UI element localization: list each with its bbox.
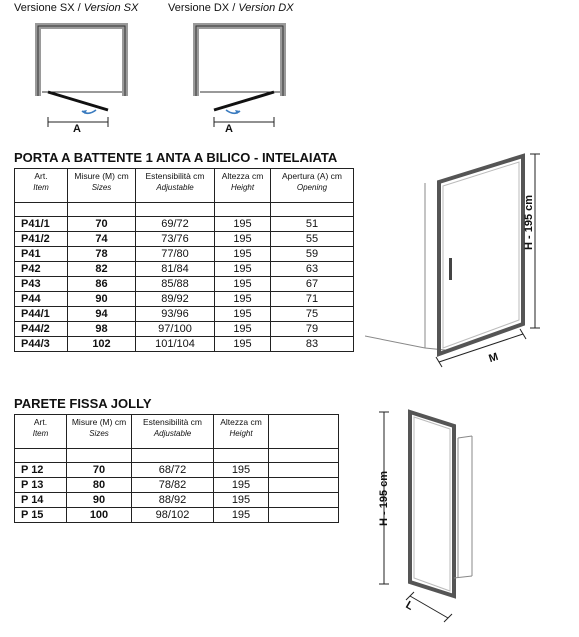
- door-frame-inner: [443, 162, 519, 348]
- sx-dimension-label: A: [73, 123, 81, 135]
- table-cell: 90: [67, 493, 132, 508]
- panel-frame-outer: [410, 412, 454, 596]
- table-cell: 195: [214, 508, 269, 523]
- s1-width-label: M: [487, 350, 500, 366]
- item-code-cell: P 14: [15, 493, 67, 508]
- s2-height-label: H - 195 cm: [378, 470, 390, 526]
- table-cell: 93/96: [136, 307, 215, 322]
- table-cell: 85/88: [136, 277, 215, 292]
- version-dx-diagram: [188, 18, 298, 138]
- floor-line-2: [425, 348, 445, 350]
- table-cell: 90: [68, 292, 136, 307]
- table-cell: 68/72: [132, 463, 214, 478]
- s1-header-opening: [271, 169, 354, 203]
- empty-cell: [269, 508, 339, 523]
- table-cell: 98: [68, 322, 136, 337]
- item-code-cell: P44/3: [15, 337, 68, 352]
- section1-table: [14, 168, 354, 352]
- table-cell: 102: [68, 337, 136, 352]
- item-code-cell: P44/2: [15, 322, 68, 337]
- table-cell: 77/80: [136, 247, 215, 262]
- table-row: [15, 337, 354, 352]
- dx-door-leaf: [214, 92, 274, 110]
- item-code-cell: P 13: [15, 478, 67, 493]
- empty-cell: [269, 493, 339, 508]
- sx-wall-inner: [38, 26, 125, 96]
- version-sx-en: Version SX: [83, 2, 139, 14]
- s2-h2-it: Estensibilità cm: [142, 417, 203, 427]
- item-code-cell: P41/1: [15, 217, 68, 232]
- version-dx-label: [168, 2, 294, 14]
- table-cell: 88/92: [132, 493, 214, 508]
- s2-h2-en: Adjustable: [153, 429, 192, 438]
- s2-header-blank: [269, 415, 339, 449]
- table-cell: 71: [271, 292, 354, 307]
- s1-header-adjustable: [136, 169, 215, 203]
- table-cell: 51: [271, 217, 354, 232]
- panel-frame-inner: [414, 417, 450, 591]
- table-row: [15, 292, 354, 307]
- version-sx-diagram: [30, 18, 140, 138]
- s1-h3-it: Altezza cm: [221, 171, 264, 181]
- s1-h0-it: Art.: [34, 171, 48, 181]
- table-cell: 70: [68, 217, 136, 232]
- item-code-cell: P 15: [15, 508, 67, 523]
- table-cell: 78/82: [132, 478, 214, 493]
- table-cell: 83: [271, 337, 354, 352]
- table-cell: 195: [214, 493, 269, 508]
- section1-title: PORTA A BATTENTE 1 ANTA A BILICO - INTELAIATA: [14, 150, 338, 165]
- s2-h0-it: Art.: [33, 417, 48, 427]
- s1-h0-en: Item: [33, 183, 49, 192]
- section2-table: [14, 414, 339, 523]
- table-row: [15, 217, 354, 232]
- s2-header-adjustable: [132, 415, 214, 449]
- panel-depth-dim-line: [410, 596, 448, 618]
- table-row: [15, 493, 339, 508]
- table-cell: 101/104: [136, 337, 215, 352]
- item-code-cell: P42: [15, 262, 68, 277]
- door-handle-icon: [449, 258, 452, 280]
- item-code-cell: P41: [15, 247, 68, 262]
- table-spacer-row: [15, 203, 354, 217]
- item-code-cell: P43: [15, 277, 68, 292]
- table-row: [15, 262, 354, 277]
- s1-h2-en: Adjustable: [156, 183, 194, 192]
- table-spacer-row: [15, 449, 339, 463]
- dx-dimension-label: A: [225, 123, 233, 135]
- table-cell: 94: [68, 307, 136, 322]
- s1-header-sizes: [68, 169, 136, 203]
- table-cell: 79: [271, 322, 354, 337]
- dx-wall-inner: [196, 26, 283, 96]
- table-cell: 78: [68, 247, 136, 262]
- empty-cell: [269, 463, 339, 478]
- table-row: [15, 247, 354, 262]
- table-row: [15, 463, 339, 478]
- s1-h1-it: Misure (M) cm: [74, 171, 129, 181]
- table-cell: 86: [68, 277, 136, 292]
- table-cell: 195: [215, 232, 271, 247]
- s1-h4-it: Apertura (A) cm: [282, 171, 342, 181]
- table-cell: 97/100: [136, 322, 215, 337]
- table-row: [15, 508, 339, 523]
- table-cell: 100: [67, 508, 132, 523]
- version-sx-label: [14, 2, 138, 14]
- s2-header-sizes: [67, 415, 132, 449]
- door-frame-outer: [439, 156, 523, 354]
- s2-h3-en: Height: [229, 429, 253, 438]
- table-cell: 80: [67, 478, 132, 493]
- empty-cell: [269, 478, 339, 493]
- table-cell: 70: [67, 463, 132, 478]
- item-code-cell: P44: [15, 292, 68, 307]
- sx-wall-frame: [38, 26, 125, 96]
- version-dx-en: Version DX: [238, 2, 294, 14]
- table-cell: 195: [215, 307, 271, 322]
- table-cell: 195: [214, 478, 269, 493]
- table-cell: 75: [271, 307, 354, 322]
- s1-h4-en: Opening: [296, 183, 328, 192]
- version-dx-it: Versione DX: [168, 2, 230, 14]
- table-cell: 74: [68, 232, 136, 247]
- item-code-cell: P 12: [15, 463, 67, 478]
- version-sx-it: Versione SX: [14, 2, 75, 14]
- table-cell: 89/92: [136, 292, 215, 307]
- s1-h1-en: Sizes: [91, 183, 112, 192]
- table-cell: 98/102: [132, 508, 214, 523]
- s2-header-height: [214, 415, 269, 449]
- table-cell: 55: [271, 232, 354, 247]
- s2-width-label: L: [403, 599, 416, 613]
- section2-title: PARETE FISSA JOLLY: [14, 396, 152, 411]
- item-code-cell: P41/2: [15, 232, 68, 247]
- table-cell: 67: [271, 277, 354, 292]
- table-row: [15, 232, 354, 247]
- s2-h3-it: Altezza cm: [220, 417, 262, 427]
- item-code-cell: P44/1: [15, 307, 68, 322]
- table-cell: 195: [214, 463, 269, 478]
- s2-h1-en: Sizes: [89, 429, 109, 438]
- table-cell: 81/84: [136, 262, 215, 277]
- table-cell: 195: [215, 322, 271, 337]
- table-cell: 69/72: [136, 217, 215, 232]
- pivot-door-drawing: [365, 148, 565, 373]
- s1-h3-en: Height: [230, 183, 255, 192]
- dx-wall-frame: [196, 26, 283, 96]
- table-cell: 73/76: [136, 232, 215, 247]
- table-cell: 195: [215, 292, 271, 307]
- version-dx-sep: /: [229, 2, 239, 14]
- table-cell: 195: [215, 247, 271, 262]
- table-cell: 195: [215, 262, 271, 277]
- floor-line: [365, 336, 425, 348]
- table-cell: 63: [271, 262, 354, 277]
- fixed-panel-drawing: [368, 400, 558, 632]
- s1-header-item: [15, 169, 68, 203]
- s2-header-item: [15, 415, 67, 449]
- version-sx-sep: /: [74, 2, 84, 14]
- table-row: [15, 307, 354, 322]
- s2-h0-en: Item: [32, 429, 49, 438]
- table-row: [15, 277, 354, 292]
- table-row: [15, 478, 339, 493]
- s2-h1-it: Misure (M) cm: [71, 417, 127, 427]
- table-cell: 195: [215, 277, 271, 292]
- table-cell: 195: [215, 217, 271, 232]
- s1-height-label: H - 195 cm: [523, 194, 535, 250]
- table-row: [15, 322, 354, 337]
- s1-header-height: [215, 169, 271, 203]
- sx-door-leaf: [48, 92, 108, 110]
- table-cell: 82: [68, 262, 136, 277]
- s1-h2-it: Estensibilità cm: [145, 171, 205, 181]
- table-cell: 195: [215, 337, 271, 352]
- table-cell: 59: [271, 247, 354, 262]
